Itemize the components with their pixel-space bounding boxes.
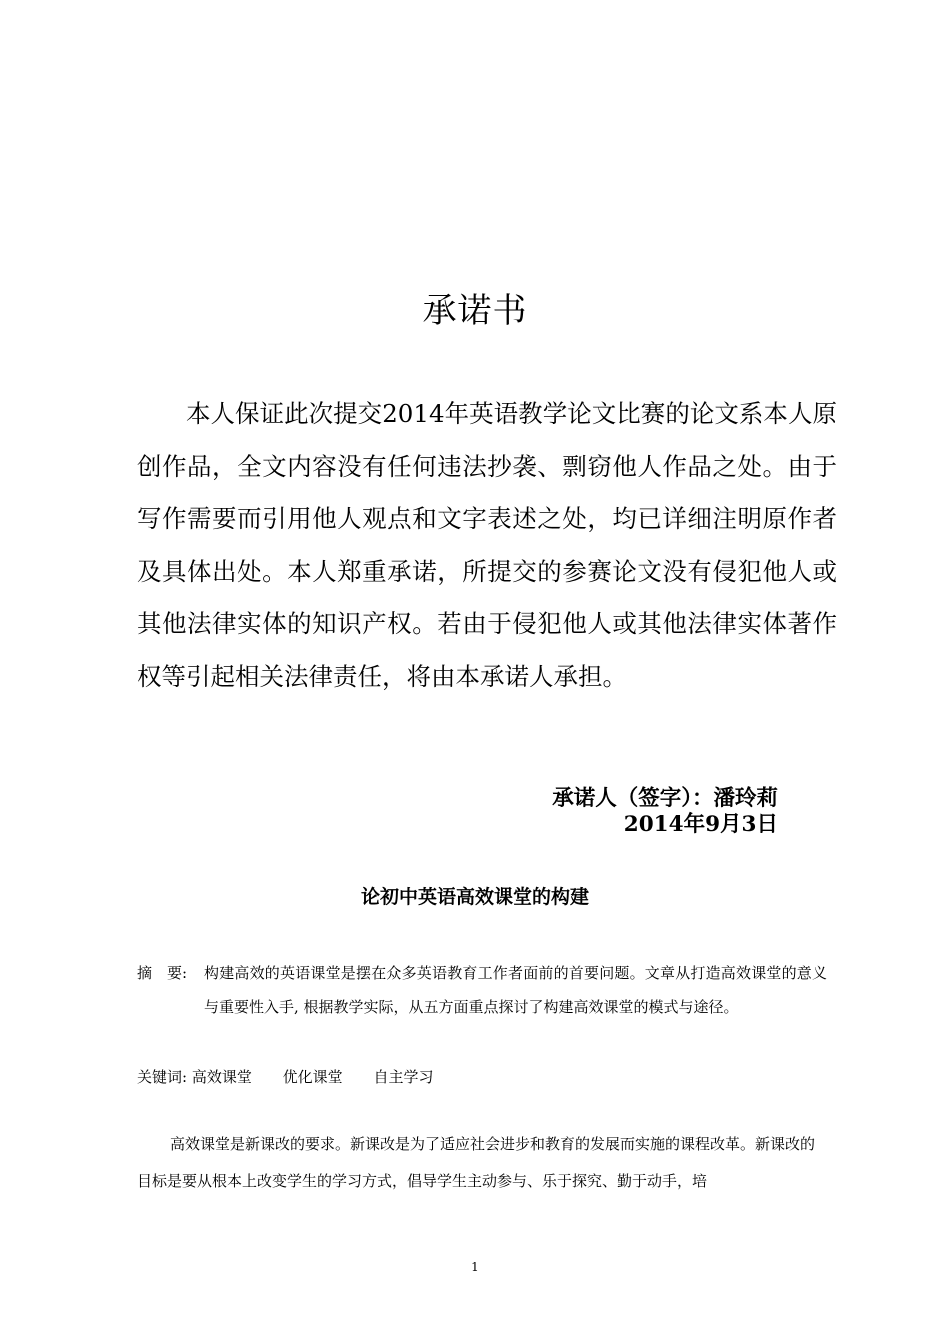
keywords [137, 1063, 433, 1091]
paper-body-paragraph: 高效课堂是新课改的要求。新课改是为了适应社会进步和教育的发展而实施的课程改革。新课改的目标是要从根本上改变学生的学习方式，倡导学生主动参与、乐于探究、勤于动手，培 [137, 1135, 816, 1190]
pledge-date: 2014年9月3日 [623, 812, 778, 837]
abstract [137, 956, 827, 1024]
keyword-item: 优化课堂 [282, 1068, 343, 1086]
abstract-text: 构建高效的英语课堂是摆在众多英语教育工作者面前的首要问题。文章从打造高效课堂的意义与重要性入手, 根据教学实际，从五方面重点探讨了构建高效课堂的模式与途径。 [204, 964, 827, 1016]
pledge-title: 承诺书 [422, 291, 528, 331]
keyword-item: 高效课堂 [191, 1068, 252, 1086]
keywords-label: 关键词: [137, 1068, 188, 1086]
paper-title: 论初中英语高效课堂的构建 [360, 886, 589, 908]
signer-line: 承诺人（签字）：潘玲莉 [552, 786, 778, 811]
page-number: 1 [471, 1260, 479, 1274]
abstract-label: 摘 要: [137, 964, 188, 982]
keyword-item: 自主学习 [373, 1068, 434, 1086]
pledge-body: 本人保证此次提交2014年英语教学论文比赛的论文系本人原创作品，全文内容没有任何违法抄袭、剽窃他人作品之处。由于写作需要而引用他人观点和文字表述之处，均已详细注明原作者及具体出处。本人郑重承诺，所提交的参赛论文没有侵犯他人或其他法律实体的知识产权。若由于侵犯他人或其他法律实体著作权等引起相关法律责任，将由本承诺人承担。 [137, 399, 837, 691]
signature-block [440, 786, 778, 838]
